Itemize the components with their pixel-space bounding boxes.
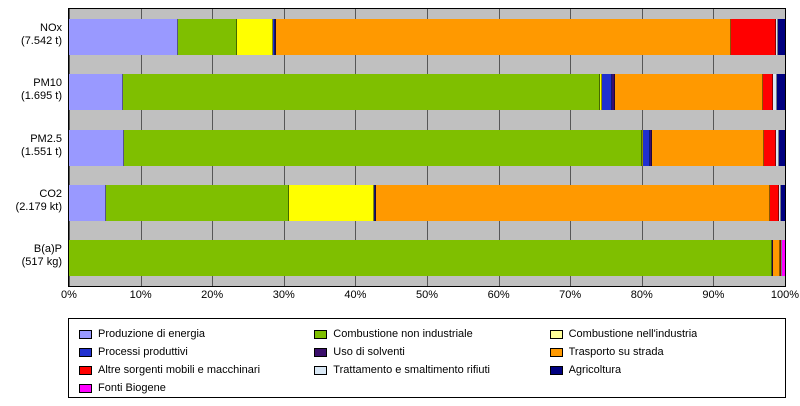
legend-swatch xyxy=(79,366,92,375)
legend-item-label: Uso di solventi xyxy=(333,346,405,358)
bar-segment xyxy=(770,185,779,221)
legend-swatch xyxy=(314,366,327,375)
bar-track xyxy=(69,185,785,221)
legend-item[interactable] xyxy=(79,379,314,397)
y-axis-label-unit: (1.695 t) xyxy=(21,90,62,103)
y-axis-label xyxy=(0,133,62,159)
legend-swatch xyxy=(550,330,563,339)
legend-item-label: Processi produttivi xyxy=(98,346,188,358)
legend-swatch xyxy=(550,366,563,375)
legend-grid xyxy=(79,325,785,397)
bar-row xyxy=(69,74,785,110)
bar-segment xyxy=(106,185,289,221)
x-axis-tick-label: 40% xyxy=(344,289,367,301)
bar-segment xyxy=(69,19,178,55)
x-axis-tick-label: 20% xyxy=(201,289,224,301)
x-axis-tick-label: 100% xyxy=(770,289,800,301)
x-axis-tick-label: 10% xyxy=(129,289,152,301)
bar-segment xyxy=(69,130,124,166)
legend-swatch xyxy=(314,348,327,357)
legend-item[interactable] xyxy=(550,343,785,361)
x-axis-tick-label: 70% xyxy=(559,289,582,301)
bar-segment xyxy=(773,240,780,276)
bar-segment xyxy=(69,185,106,221)
bar-segment xyxy=(652,130,764,166)
legend-item[interactable] xyxy=(550,325,785,343)
y-axis-label-unit: (7.542 t) xyxy=(21,34,62,47)
y-axis-label xyxy=(0,243,62,269)
legend-item[interactable] xyxy=(314,361,549,379)
legend-item-label: Altre sorgenti mobili e macchinari xyxy=(98,364,261,376)
bar-row xyxy=(69,130,785,166)
legend-swatch xyxy=(79,348,92,357)
legend-swatch xyxy=(550,348,563,357)
bar-track xyxy=(69,74,785,110)
bar-segment xyxy=(178,19,237,55)
x-axis-tick-label: 30% xyxy=(272,289,295,301)
x-axis-tick-label: 0% xyxy=(61,289,77,301)
y-axis-label-unit: (517 kg) xyxy=(21,256,62,269)
plot-inner xyxy=(69,9,785,286)
y-axis-label-name: CO2 xyxy=(39,187,62,200)
y-axis-label-unit: (2.179 kt) xyxy=(15,200,62,213)
legend-item[interactable] xyxy=(314,343,549,361)
y-axis-label-name: PM10 xyxy=(33,77,62,90)
bar-track xyxy=(69,130,785,166)
bar-segment xyxy=(237,19,273,55)
legend-item[interactable] xyxy=(79,361,314,379)
bar-segment xyxy=(602,74,612,110)
bar-segment xyxy=(782,240,785,276)
plot-area xyxy=(68,8,786,287)
bar-segment xyxy=(764,130,775,166)
legend-swatch xyxy=(79,384,92,393)
x-axis-labels xyxy=(61,289,800,305)
legend-swatch xyxy=(314,330,327,339)
x-axis-tick-label: 60% xyxy=(487,289,510,301)
y-axis-label xyxy=(0,22,62,48)
bar-row xyxy=(69,185,785,221)
bar-segment xyxy=(124,130,642,166)
bar-track xyxy=(69,19,785,55)
legend-item-label: Trattamento e smaltimento rifiuti xyxy=(333,364,490,376)
bar-segment xyxy=(731,19,775,55)
bar-segment xyxy=(778,19,785,55)
y-axis-label-name: PM2.5 xyxy=(30,132,62,145)
bar-track xyxy=(69,240,785,276)
bar-segment xyxy=(376,185,770,221)
legend-item-label: Combustione non industriale xyxy=(333,328,473,340)
bar-segment xyxy=(289,185,373,221)
bar-segment xyxy=(779,130,785,166)
x-axis-tick-label: 50% xyxy=(415,289,439,301)
legend-item[interactable] xyxy=(79,325,314,343)
legend-item-label: Produzione di energia xyxy=(98,328,206,340)
bar-segment xyxy=(69,240,772,276)
legend-item[interactable] xyxy=(314,325,549,343)
bar-segment xyxy=(781,185,785,221)
x-axis-tick-label: 80% xyxy=(630,289,653,301)
y-axis-label-unit: (1.551 t) xyxy=(21,145,62,158)
bar-row xyxy=(69,19,785,55)
y-axis-label xyxy=(0,188,62,214)
legend-item[interactable] xyxy=(550,361,785,379)
bar-row xyxy=(69,240,785,276)
legend-item-label: Trasporto su strada xyxy=(568,346,664,358)
gridline xyxy=(785,9,786,286)
bar-segment xyxy=(763,74,773,110)
bar-segment xyxy=(777,74,785,110)
y-axis-label-name: B(a)P xyxy=(33,243,62,256)
bar-segment xyxy=(69,74,123,110)
y-axis-label-name: NOx xyxy=(40,21,62,34)
x-axis-tick-label: 90% xyxy=(702,289,725,301)
y-axis-label xyxy=(0,77,62,103)
legend-item[interactable] xyxy=(79,343,314,361)
legend xyxy=(68,318,786,398)
legend-item-label: Fonti Biogene xyxy=(98,382,166,394)
y-axis-labels xyxy=(0,8,66,287)
bar-segment xyxy=(615,74,764,110)
legend-item-label: Combustione nell'industria xyxy=(568,328,698,340)
bar-segment xyxy=(276,19,731,55)
legend-item-label: Agricoltura xyxy=(568,364,622,376)
bar-segment xyxy=(123,74,600,110)
legend-swatch xyxy=(79,330,92,339)
